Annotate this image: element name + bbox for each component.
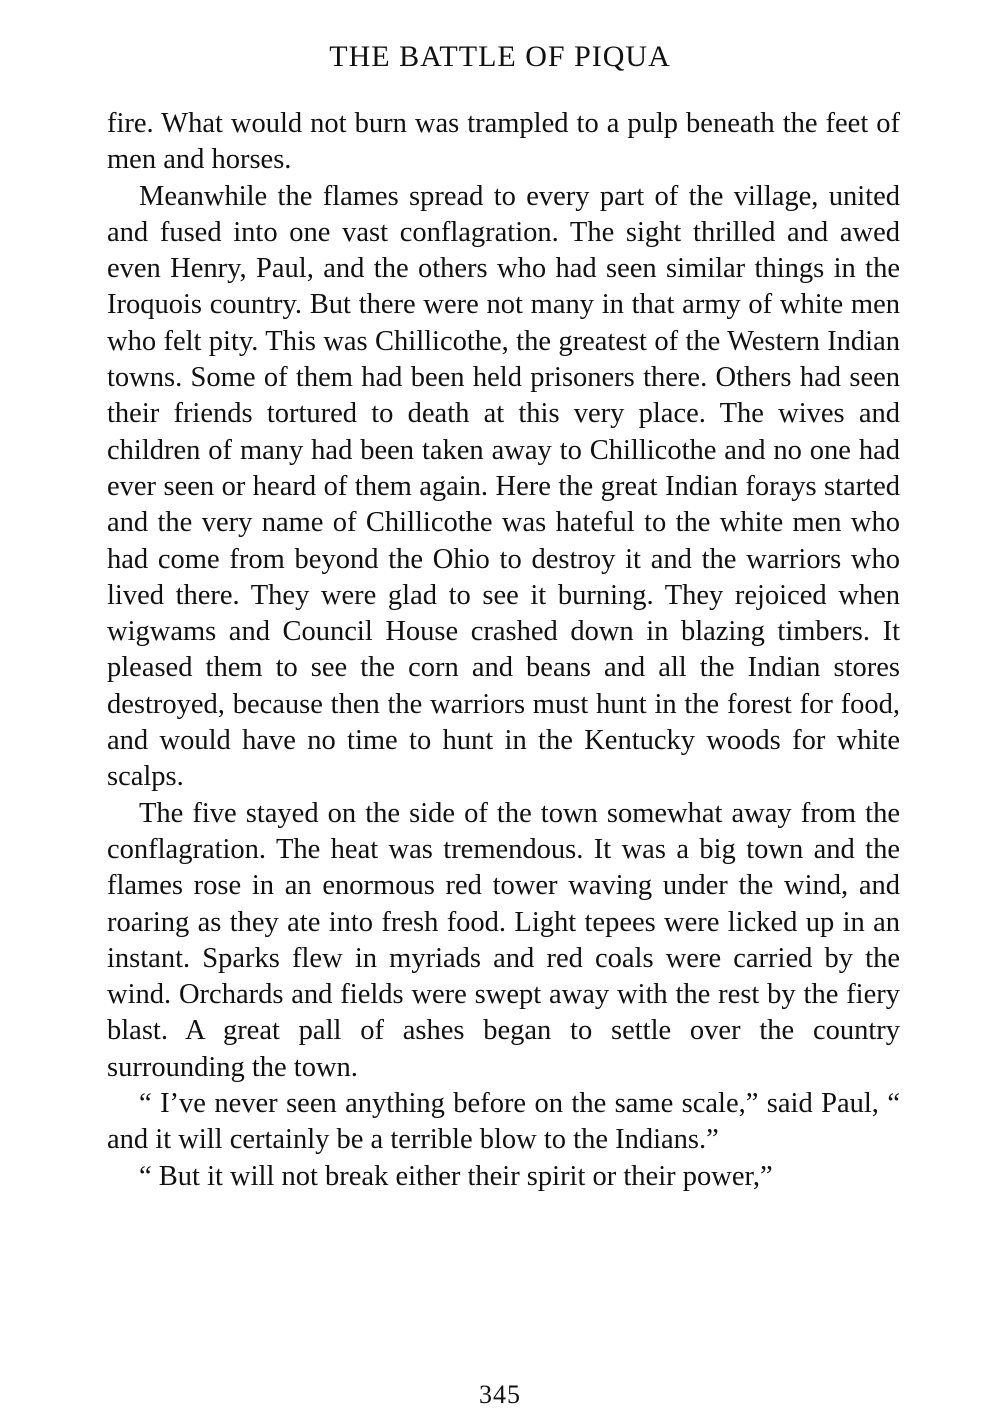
- body-text: [107, 106, 900, 1195]
- paragraph: “ I’ve never seen anything before on the same scale,” said Paul, “ and it will certainly be a terrible blow to the Indians.”: [107, 1088, 900, 1156]
- page-number: 345: [479, 1380, 521, 1409]
- paragraph: “ But it will not break either their spirit or their power,”: [139, 1160, 773, 1192]
- paragraph: The five stayed on the side of the town somewhat away from the conflagration. The heat was tremendous. It was a big town and the flames rose in an enormous red tower waving under the wind, and roaring as they ate into fresh food. Light tepees were licked up in an instant. Sparks flew in myriads and red coals were carried by the wind. Orchards and fields were swept away with the rest by the fiery blast. A great pall of ashes began to settle over the country surrounding the town.: [107, 797, 900, 1083]
- running-title: THE BATTLE OF PIQUA: [329, 40, 671, 73]
- paragraph-continued: fire. What would not burn was trampled to a pulp beneath the feet of men and horses.: [107, 108, 900, 176]
- paragraph: Meanwhile the flames spread to every part of the village, united and fused into one vast conflagration. The sight thrilled and awed even Henry, Paul, and the others who had seen similar things in the Iroquois country. But there were not many in that army of white men who felt pity. This was Chillicothe, the greatest of the Western Indian towns. Some of them had been held prisoners there. Others had seen their friends tortured to death at this very place. The wives and children of many had been taken away to Chillicothe and no one had ever seen or heard of them again. Here the great Indian forays started and the very name of Chillicothe was hateful to the white men who had come from beyond the Ohio to destroy it and the warriors who lived there. They were glad to see it burning. They rejoiced when wigwams and Council House crashed down in blazing timbers. It pleased them to see the corn and beans and all the Indian stores destroyed, because then the warriors must hunt in the forest for food, and would have no time to hunt in the Kentucky woods for white scalps.: [107, 180, 900, 793]
